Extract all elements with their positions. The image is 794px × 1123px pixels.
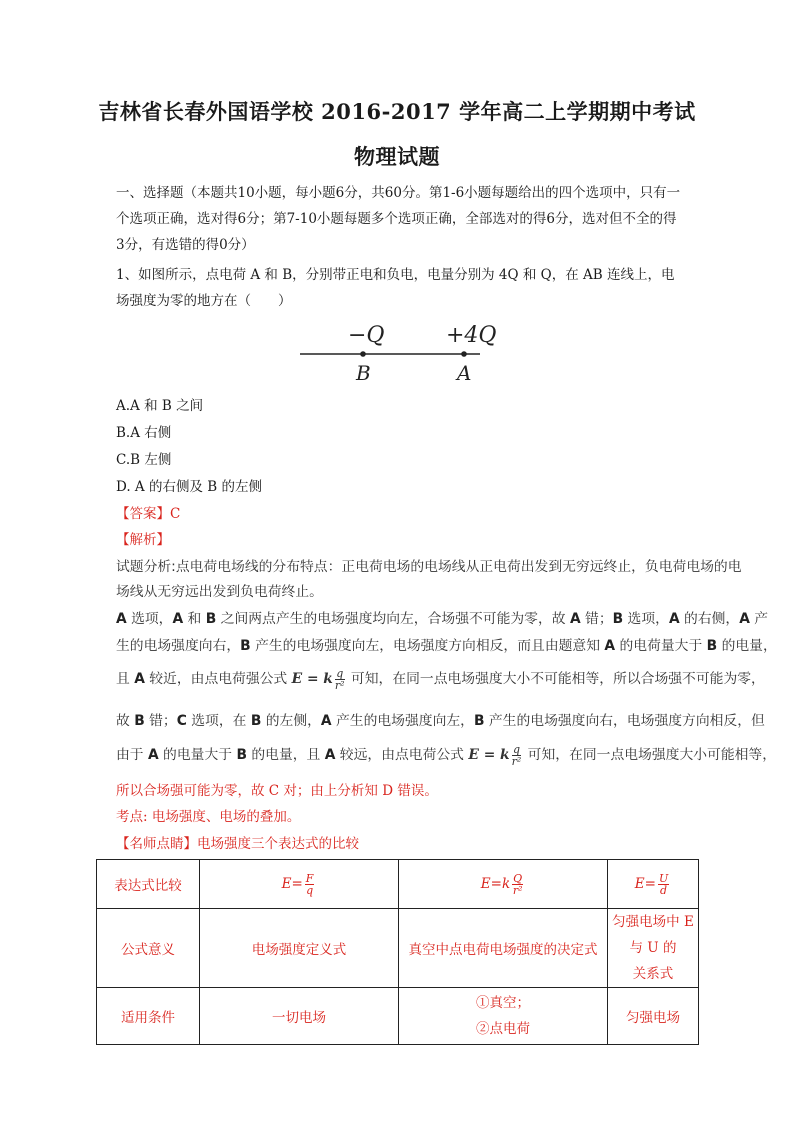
- analysis-line-5: 且 A 较近，由点电荷强公式 E = k $\frac{q}{\text{r²}}$ 可知，在同一点电场强度大小不可能相等，所以合场强不可能为零，: [116, 666, 765, 692]
- analysis-tag: 【解析】: [116, 532, 170, 548]
- table-row: [97, 988, 699, 1045]
- analysis-line-7: 由于 A 的电量大于 B 的电量，且 A 较远，由点电荷公式 E = k $\frac{q}{\text{r²}}$ 可知，在同一点电场强度大小可能相等，: [116, 742, 777, 768]
- analysis-line-3: A 选项，A 和 B 之间两点产生的电场强度均向左，合场强不可能为零，故 A 错；B 选项，A 的右侧，A 产: [116, 611, 769, 627]
- table-cell: 真空中点电荷电场强度的决定式: [399, 909, 608, 988]
- exam-subtitle: 物理试题: [354, 144, 440, 169]
- charge-b-label: B: [356, 361, 371, 385]
- table-cell-label: 适用条件: [97, 988, 200, 1045]
- table-row: [97, 860, 699, 909]
- charge-b-dot: [360, 351, 366, 357]
- charge-a-value: +4Q: [446, 323, 497, 348]
- table-cell: 匀强电场中 E 与 U 的 关系式: [608, 909, 699, 988]
- formula-fraction: $\frac{q}{\text{r²}}$: [334, 666, 345, 692]
- option-d: D. A 的右侧及 B 的左侧: [116, 479, 262, 495]
- table-cell: 电场强度定义式: [200, 909, 399, 988]
- answer-row: [116, 502, 180, 522]
- charge-figure: [290, 316, 500, 388]
- table-row: [97, 909, 699, 988]
- answer-value: C: [170, 506, 181, 522]
- tips-heading: 【名师点睛】电场强度三个表达式的比较: [116, 836, 359, 852]
- question-stem-line-2: 场强度为零的地方在（ ）: [116, 293, 292, 309]
- table-cell-formula-3: E= $\frac{U}{d}$: [608, 860, 699, 909]
- table-cell-formula-1: E= $\frac{F}{q}$: [200, 860, 399, 909]
- option-c: C.B 左侧: [116, 452, 172, 468]
- section-instructions-line-3: 3分，有选错的得0分）: [116, 237, 255, 253]
- table-cell: ①真空； ②点电荷: [399, 988, 608, 1045]
- section-instructions-line-1: 一、选择题（本题共10小题，每小题6分，共60分。第1-6小题每题给出的四个选项中，只有一: [116, 185, 681, 201]
- section-instructions-line-2: 个选项正确，选对得6分；第7-10小题每题多个选项正确，全部选对的得6分，选对但不全的得: [116, 211, 677, 227]
- table-cell: 匀强电场: [608, 988, 699, 1045]
- analysis-block: [116, 555, 777, 805]
- analysis-line-2: 场线从无穷远出发到负电荷终止。: [116, 584, 323, 600]
- charge-a-label: A: [457, 361, 472, 385]
- table-cell-formula-2: E=k $\frac{Q}{\text{r²}}$: [399, 860, 608, 909]
- charge-b-value: −Q: [348, 323, 385, 348]
- analysis-line-4: 生的电场强度向右，B 产生的电场强度向左，电场强度方向相反，而且由题意知 A 的电荷量大于 B 的电量，: [116, 638, 777, 654]
- charge-a-dot: [461, 351, 467, 357]
- analysis-line-1: 试题分析:点电荷电场线的分布特点：正电荷电场的电场线从正电荷出发到无穷远终止，负电荷电场的电: [116, 559, 742, 575]
- table-cell-label: 表达式比较: [97, 860, 200, 909]
- table-cell: 一切电场: [200, 988, 399, 1045]
- answer-tag: 【答案】: [116, 506, 170, 522]
- comparison-table: [96, 859, 699, 1045]
- option-a: A.A 和 B 之间: [116, 398, 204, 414]
- question-stem-line-1: 1、如图所示，点电荷 A 和 B，分别带正电和负电，电量分别为 4Q 和 Q，在 AB 连线上，电: [116, 267, 675, 283]
- exam-title: 吉林省长春外国语学校 2016-2017 学年高二上学期期中考试: [98, 99, 696, 124]
- table-cell-label: 公式意义: [97, 909, 200, 988]
- analysis-line-6: 故 B 错；C 选项，在 B 的左侧，A 产生的电场强度向左，B 产生的电场强度向右，电场强度方向相反，但: [116, 713, 765, 729]
- formula-fraction: $\frac{q}{\text{r²}}$: [511, 742, 522, 768]
- analysis-conclusion: 所以合场强可能为零，故 C 对；由上分析知 D 错误。: [116, 783, 438, 799]
- kaodian: 考点: 电场强度、电场的叠加。: [116, 809, 301, 825]
- option-b: B.A 右侧: [116, 425, 172, 441]
